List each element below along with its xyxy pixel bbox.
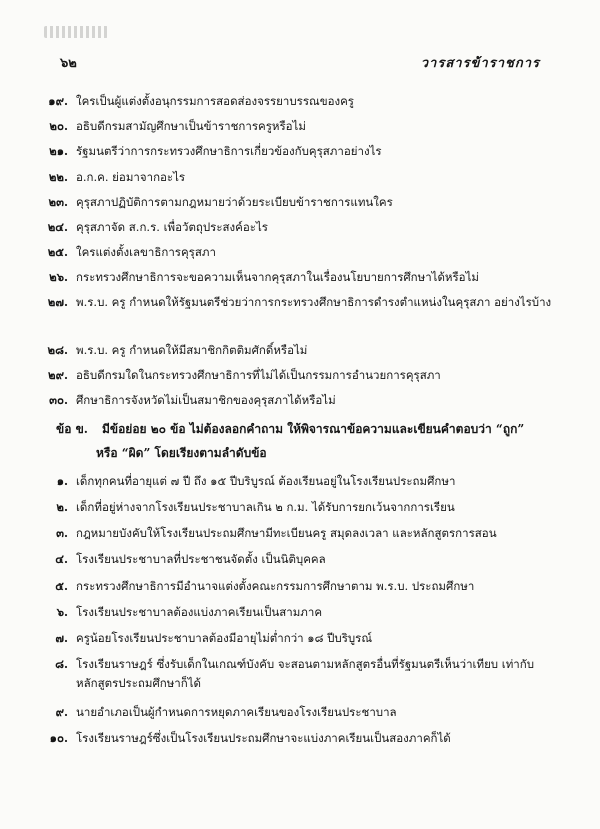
statement-item — [40, 472, 560, 491]
question-item — [40, 341, 560, 360]
statement-item — [40, 498, 560, 517]
question-number: ๒๐. — [49, 119, 68, 133]
question-number: ๑๙. — [48, 94, 68, 108]
statement-number: ๔. — [55, 552, 68, 566]
question-text: อ.ก.ค. ย่อมาจากอะไร — [76, 170, 186, 184]
question-item — [40, 142, 560, 161]
statement-number: ๕. — [55, 579, 68, 593]
question-number: ๓๐. — [49, 393, 68, 407]
question-text: คุรุสภาปฏิบัติการตามกฎหมายว่าด้วยระเบียบข้าราชการแทนใคร — [76, 195, 393, 209]
statement-text: โรงเรียนประชาบาลต้องแบ่งภาคเรียนเป็นสามภาค — [76, 605, 323, 619]
question-number: ๒๒. — [48, 170, 68, 184]
question-number: ๒๑. — [49, 144, 68, 158]
question-text: พ.ร.บ. ครู กำหนดให้มีสมาชิกกิตติมศักดิ์หรือไม่ — [76, 343, 308, 357]
question-item — [40, 268, 560, 287]
statement-number: ๖. — [56, 605, 68, 619]
question-item — [40, 193, 560, 212]
statement-text: โรงเรียนราษฎร์ซึ่งเป็นโรงเรียนประถมศึกษาจะแบ่งภาคเรียนเป็นสองภาคก็ได้ — [76, 731, 451, 745]
question-number: ๒๗. — [47, 295, 68, 309]
question-number: ๒๓. — [48, 195, 68, 209]
statement-number: ๙. — [55, 705, 68, 719]
statement-text: โรงเรียนราษฎร์ ซึ่งรับเด็กในเกณฑ์บังคับ จะสอนตามหลักสูตรอื่นที่รัฐมนตรีเห็นว่าเทียบ เท่ากับหลักสูตรประถมศึกษาก็ได้ — [76, 657, 534, 690]
question-text: กระทรวงศึกษาธิการจะขอความเห็นจากคุรุสภาในเรื่องนโยบายการศึกษาได้หรือไม่ — [76, 270, 479, 284]
question-number: ๒๙. — [47, 368, 68, 382]
section-b-label: ข้อ ข. — [56, 422, 88, 436]
statement-number: ๑. — [56, 474, 68, 488]
corner-stamp-mark — [44, 26, 108, 38]
page-number: ๖๒ — [60, 56, 77, 71]
statement-number: ๘. — [55, 657, 68, 671]
question-item — [40, 366, 560, 385]
statement-text: กฎหมายบังคับให้โรงเรียนประถมศึกษามีทะเบียนครู สมุดลงเวลา และหลักสูตรการสอน — [76, 526, 497, 540]
statement-item — [40, 703, 560, 722]
question-item — [40, 218, 560, 237]
question-text: อธิบดีกรมสามัญศึกษาเป็นข้าราชการครูหรือไม่ — [76, 119, 306, 133]
statement-number: ๑๐. — [49, 731, 68, 745]
statement-text: กระทรวงศึกษาธิการมีอำนาจแต่งตั้งคณะกรรมการศึกษาตาม พ.ร.บ. ประถมศึกษา — [76, 579, 475, 593]
statement-number: ๗. — [55, 631, 68, 645]
question-item — [40, 293, 560, 312]
question-number: ๒๔. — [47, 220, 68, 234]
question-item — [40, 391, 560, 410]
question-text: ศึกษาธิการจังหวัดไม่เป็นสมาชิกของคุรุสภาได้หรือไม่ — [76, 393, 336, 407]
statement-number: ๒. — [56, 500, 68, 514]
question-text: ใครแต่งตั้งเลขาธิการคุรุสภา — [76, 245, 216, 259]
statement-item — [40, 729, 560, 748]
question-text: รัฐมนตรีว่าการกระทรวงศึกษาธิการเกี่ยวข้องกับคุรุสภาอย่างไร — [76, 144, 382, 158]
statement-text: โรงเรียนประชาบาลที่ประชาชนจัดตั้ง เป็นนิติบุคคล — [76, 552, 326, 566]
question-number: ๒๘. — [47, 343, 68, 357]
question-number: ๒๕. — [47, 245, 68, 259]
statement-item — [40, 655, 560, 693]
statement-item — [40, 603, 560, 622]
question-item — [40, 117, 560, 136]
statement-text: เด็กทุกคนที่อายุแต่ ๗ ปี ถึง ๑๕ ปีบริบูรณ์ ต้องเรียนอยู่ในโรงเรียนประถมศึกษา — [76, 474, 456, 488]
statement-item — [40, 550, 560, 569]
question-item — [40, 168, 560, 187]
section-b-instruction-continued: หรือ “ผิด” โดยเรียงตามลำดับข้อ — [96, 446, 267, 460]
statement-text: ครูน้อยโรงเรียนประชาบาลต้องมีอายุไม่ต่ำกว่า ๑๘ ปีบริบูรณ์ — [76, 631, 373, 645]
question-item — [40, 243, 560, 262]
question-number: ๒๖. — [49, 270, 68, 284]
question-text: ใครเป็นผู้แต่งตั้งอนุกรรมการสอดส่องจรรยาบรรณของครู — [76, 94, 354, 108]
question-text: คุรุสภาจัด ส.ก.ร. เพื่อวัตถุประสงค์อะไร — [76, 220, 268, 234]
section-b-heading — [56, 418, 556, 440]
statement-text: นายอำเภอเป็นผู้กำหนดการหยุดภาคเรียนของโรงเรียนประชาบาล — [76, 705, 397, 719]
statement-text: เด็กที่อยู่ห่างจากโรงเรียนประชาบาลเกิน ๒ ก.ม. ได้รับการยกเว้นจากการเรียน — [76, 500, 455, 514]
statement-item — [40, 577, 560, 596]
running-title: วารสารข้าราชการ — [420, 56, 540, 71]
statement-item — [40, 629, 560, 648]
question-text: อธิบดีกรมใดในกระทรวงศึกษาธิการที่ไม่ได้เป็นกรรมการอำนวยการคุรุสภา — [76, 368, 441, 382]
statement-number: ๓. — [56, 526, 68, 540]
section-b-instruction: มีข้อย่อย ๒๐ ข้อ ไม่ต้องลอกคำถาม ให้พิจารณาข้อความและเขียนคำตอบว่า “ถูก” — [101, 422, 525, 436]
question-item — [40, 92, 560, 111]
question-text: พ.ร.บ. ครู กำหนดให้รัฐมนตรีช่วยว่าการกระทรวงศึกษาธิการดำรงตำแหน่งในคุรุสภา อย่างไรบ้าง — [76, 295, 552, 309]
statement-item — [40, 524, 560, 543]
